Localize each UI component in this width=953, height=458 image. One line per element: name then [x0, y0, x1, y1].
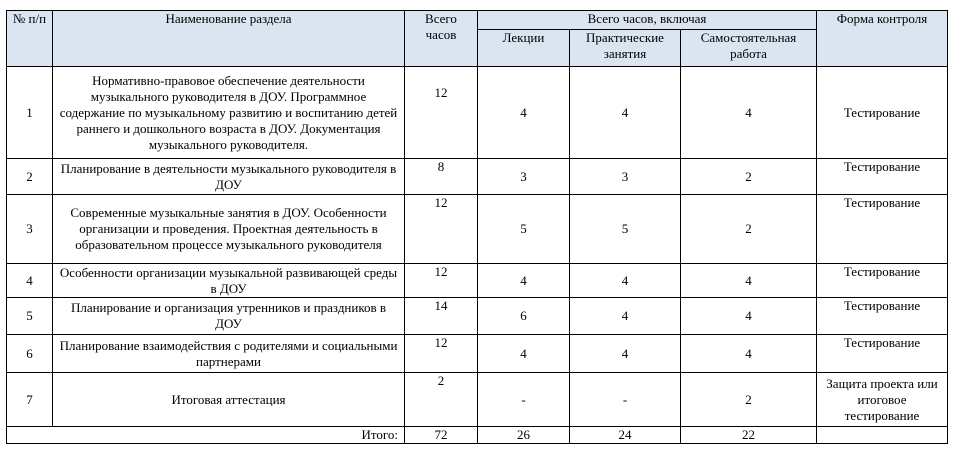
curriculum-table	[6, 10, 948, 444]
row-name: Планирование взаимодействия с родителями и социальными партнерами	[53, 335, 405, 373]
row-total: 14	[405, 298, 478, 335]
header-group: Всего часов, включая	[478, 11, 817, 30]
row-lectures: 4	[478, 67, 570, 159]
row-control: Тестирование	[817, 67, 948, 159]
row-self: 4	[681, 264, 817, 298]
row-num: 6	[7, 335, 53, 373]
header-name: Наименование раздела	[53, 11, 405, 67]
table-row	[7, 264, 948, 298]
row-name: Планирование и организация утренников и праздников в ДОУ	[53, 298, 405, 335]
row-practice: -	[570, 373, 681, 427]
header-total-hours: Всего часов	[405, 11, 478, 67]
totals-self: 22	[681, 427, 817, 444]
row-lectures: -	[478, 373, 570, 427]
totals-lectures: 26	[478, 427, 570, 444]
table-row	[7, 298, 948, 335]
table-row	[7, 335, 948, 373]
row-control: Тестирование	[817, 264, 948, 298]
row-num: 4	[7, 264, 53, 298]
header-num: № п/п	[7, 11, 53, 67]
totals-total: 72	[405, 427, 478, 444]
row-practice: 4	[570, 335, 681, 373]
row-name: Нормативно-правовое обеспечение деятельности музыкального руководителя в ДОУ. Программное содержание по музыкальному развитию и воспитанию детей раннего и дошкольного возраста в ДОУ. Документация музыкального руководителя.	[53, 67, 405, 159]
row-self: 2	[681, 195, 817, 264]
row-self: 4	[681, 298, 817, 335]
row-name: Современные музыкальные занятия в ДОУ. Особенности организации и проведения. Проектная деятельность в образовательном процессе музыкального руководителя	[53, 195, 405, 264]
row-name: Особенности организации музыкальной развивающей среды в ДОУ	[53, 264, 405, 298]
row-practice: 4	[570, 264, 681, 298]
table-row	[7, 67, 948, 159]
row-control: Тестирование	[817, 335, 948, 373]
row-total: 8	[405, 159, 478, 195]
header-self-work: Самостоятельная работа	[681, 30, 817, 67]
row-self: 4	[681, 335, 817, 373]
table-row	[7, 373, 948, 427]
row-num: 7	[7, 373, 53, 427]
totals-row	[7, 427, 948, 444]
row-lectures: 6	[478, 298, 570, 335]
totals-practice: 24	[570, 427, 681, 444]
row-control: Тестирование	[817, 159, 948, 195]
header-control: Форма контроля	[817, 11, 948, 67]
row-control: Тестирование	[817, 195, 948, 264]
row-total: 2	[405, 373, 478, 427]
header-lectures: Лекции	[478, 30, 570, 67]
row-self: 2	[681, 159, 817, 195]
row-self: 2	[681, 373, 817, 427]
totals-control-empty	[817, 427, 948, 444]
row-lectures: 3	[478, 159, 570, 195]
totals-label: Итого:	[7, 427, 405, 444]
row-num: 2	[7, 159, 53, 195]
row-practice: 4	[570, 67, 681, 159]
row-name: Итоговая аттестация	[53, 373, 405, 427]
row-practice: 5	[570, 195, 681, 264]
row-total: 12	[405, 264, 478, 298]
header-practice: Практические занятия	[570, 30, 681, 67]
row-control: Тестирование	[817, 298, 948, 335]
row-lectures: 5	[478, 195, 570, 264]
table-row	[7, 195, 948, 264]
row-lectures: 4	[478, 335, 570, 373]
row-practice: 4	[570, 298, 681, 335]
row-self: 4	[681, 67, 817, 159]
row-lectures: 4	[478, 264, 570, 298]
row-practice: 3	[570, 159, 681, 195]
row-num: 5	[7, 298, 53, 335]
table-row	[7, 159, 948, 195]
row-total: 12	[405, 195, 478, 264]
row-control: Защита проекта или итоговое тестирование	[817, 373, 948, 427]
row-total: 12	[405, 67, 478, 159]
row-name: Планирование в деятельности музыкального руководителя в ДОУ	[53, 159, 405, 195]
row-num: 3	[7, 195, 53, 264]
row-total: 12	[405, 335, 478, 373]
row-num: 1	[7, 67, 53, 159]
